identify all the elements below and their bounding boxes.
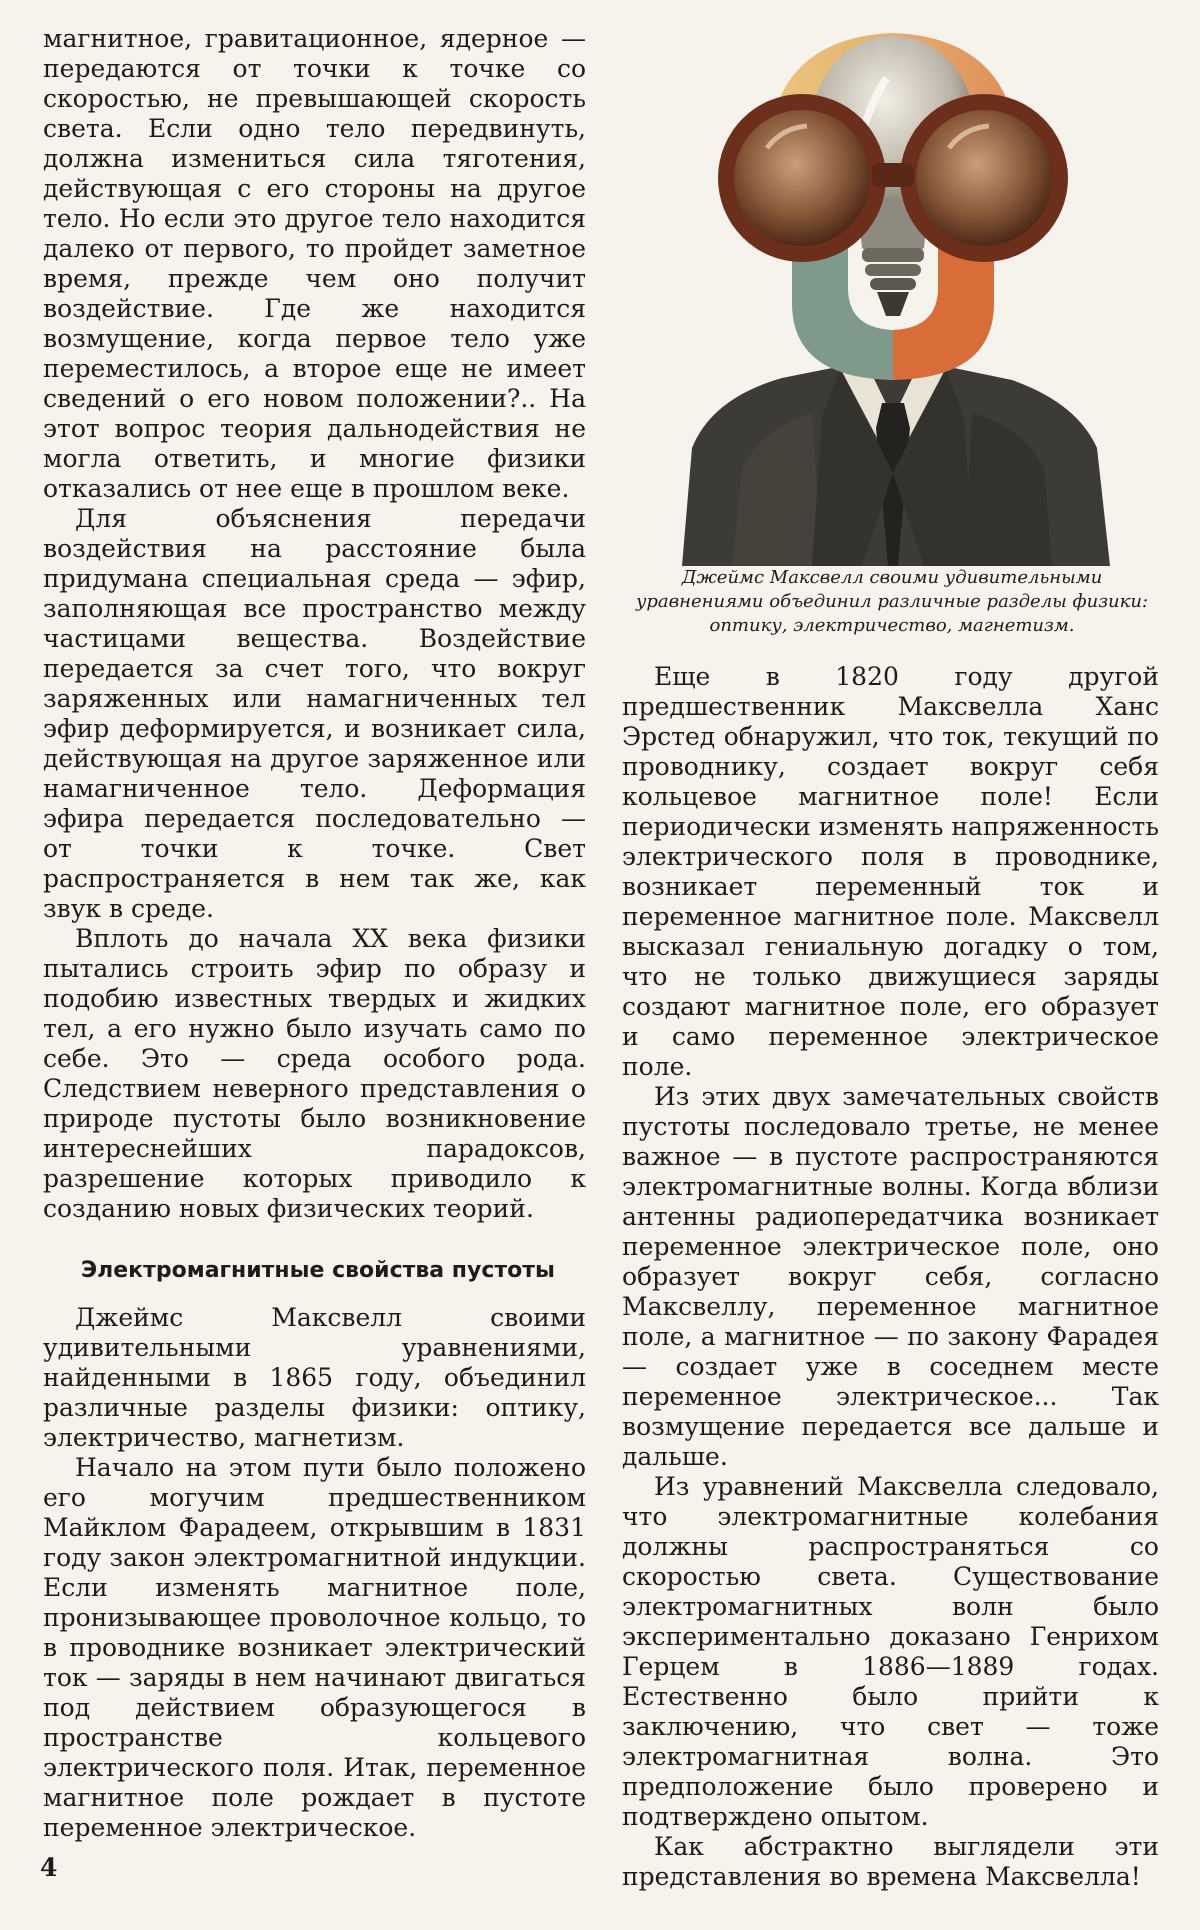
- paragraph: Из этих двух замечательных свойств пустоты последовало третье, не менее важное — в пустоте распространяются электромагнитные волны. Когда вблизи антенны радиопередатчика возникает переменное электрическое поле, оно образует вокруг себя, согласно Максвеллу, переменное магнитное поле, а магнитное — по закону Фарадея — создает уже в соседнем месте переменное электрическое... Так возмущение передается все дальше и дальше.: [622, 1082, 1159, 1471]
- maxwell-illustration: [672, 18, 1114, 566]
- paragraph: Джеймс Максвелл своими удивительными уравнениями, найденными в 1865 году, объединил различные разделы физики: оптику, электричество, магнетизм.: [43, 1303, 586, 1452]
- right-text-column: [622, 662, 1159, 1892]
- paragraph: Как абстрактно выглядели эти представления во времена Максвелла!: [622, 1832, 1159, 1891]
- section-heading: Электромагнитные свойства пустоты: [81, 1258, 555, 1283]
- left-text-column: [43, 24, 586, 1843]
- paragraph: Еще в 1820 году другой предшественник Максвелла Ханс Эрстед обнаружил, что ток, текущий по проводнику, создает вокруг себя кольцевое магнитное поле! Если периодически изменять напряженность электрического поля в проводнике, возникает переменный ток и переменное магнитное поле. Максвелл высказал гениальную догадку о том, что не только движущиеся заряды создают магнитное поле, его образует и само переменное электрическое поле.: [622, 662, 1159, 1081]
- paragraph: Для объяснения передачи воздействия на расстояние была придумана специальная среда — эфир, заполняющая все пространство между частицами вещества. Воздействие передается за счет того, что вокруг заряженных или намагниченных тел эфир деформируется, и возникает сила, действующая на другое заряженное или намагниченное тело. Деформация эфира передается последовательно — от точки к точке. Свет распространяется в нем так же, как звук в среде.: [43, 504, 586, 923]
- page-number: 4: [40, 1853, 58, 1882]
- illustration-caption: Джеймс Максвелл своими удивительными уравнениями объединил различные разделы физики: оптику, электричество, магнетизм.: [635, 567, 1149, 636]
- paragraph: Вплоть до начала XX века физики пытались строить эфир по образу и подобию известных твердых и жидких тел, а его нужно было изучать само по себе. Это — среда особого рода. Следствием неверного представления о природе пустоты было возникновение интереснейших парадоксов, разрешение которых приводило к созданию новых физических теорий.: [43, 924, 586, 1223]
- paragraph: магнитное, гравитационное, ядерное — передаются от точки к точке со скоростью, не превышающей скорость света. Если одно тело передвинуть, должна измениться сила тяготения, действующая с его стороны на другое тело. Но если это другое тело находится далеко от первого, то пройдет заметное время, прежде чем оно получит воздействие. Где же находится возмущение, когда первое тело уже переместилось, а второе еще не имеет сведений о его новом положении?.. На этот вопрос теория дальнодействия не могла ответить, и многие физики отказались от нее еще в прошлом веке.: [43, 24, 586, 503]
- paragraph: Из уравнений Максвелла следовало, что электромагнитные колебания должны распространяться со скоростью света. Существование электромагнитных волн было экспериментально доказано Генрихом Герцем в 1886—1889 годах. Естественно было прийти к заключению, что свет — тоже электромагнитная волна. Это предположение было проверено и подтверждено опытом.: [622, 1472, 1159, 1831]
- paragraph: Начало на этом пути было положено его могучим предшественником Майклом Фарадеем, открывшим в 1831 году закон электромагнитной индукции. Если изменять магнитное поле, пронизывающее проволочное кольцо, то в проводнике возникает электрический ток — заряды в нем начинают двигаться под действием образующегося в пространстве кольцевого электрического поля. Итак, переменное магнитное поле рождает в пустоте переменное электрическое.: [43, 1453, 586, 1842]
